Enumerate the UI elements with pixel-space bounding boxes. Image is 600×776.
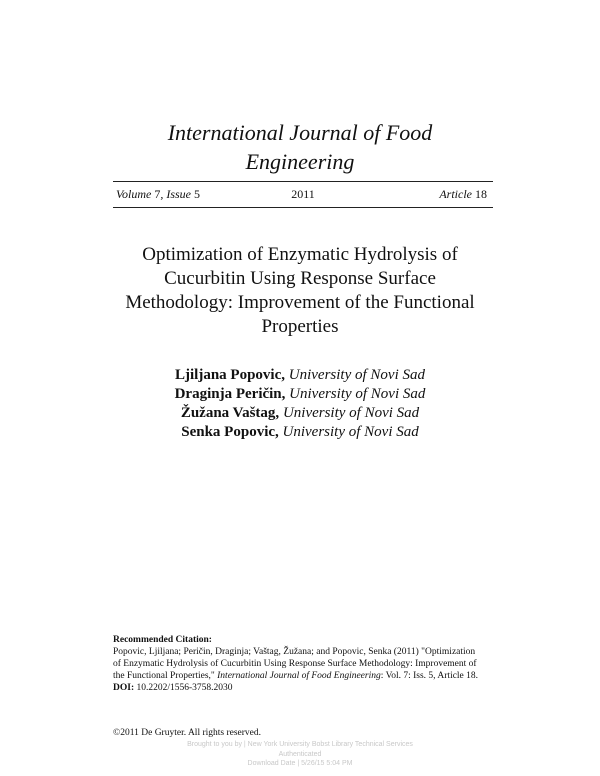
- issue-number: 5: [194, 187, 200, 201]
- article-num: 18: [475, 187, 487, 201]
- article-title-line: Properties: [261, 316, 339, 337]
- citation-journal: International Journal of Food Engineering: [217, 671, 381, 681]
- doi-value[interactable]: 10.2202/1556-3758.2030: [136, 683, 233, 693]
- author: [100, 366, 500, 385]
- citation-text: the Functional Properties,": [113, 671, 215, 681]
- author-list: [100, 366, 500, 442]
- watermark-line: Brought to you by | New York University Bobst Library Technical Services: [187, 741, 413, 748]
- journal-title: [100, 118, 500, 176]
- article-title: [100, 243, 500, 339]
- journal-title-line1: International Journal of Food: [167, 120, 433, 145]
- volume-number: 7: [154, 187, 161, 201]
- volume-issue: Volume 7, Issue 5: [116, 187, 200, 201]
- author: [100, 423, 500, 442]
- article-title-line: Cucurbitin Using Response Surface: [164, 268, 436, 289]
- issue-label: Issue: [166, 187, 191, 201]
- author-affiliation: University of Novi Sad: [288, 367, 425, 383]
- author: [100, 404, 500, 423]
- header-rule-bottom: [113, 207, 493, 208]
- article-label: Article: [439, 187, 472, 201]
- author-affiliation: University of Novi Sad: [289, 386, 426, 402]
- citation-line: [113, 670, 493, 682]
- article-title-line: Optimization of Enzymatic Hydrolysis of: [142, 244, 458, 265]
- recommended-citation: [113, 634, 493, 694]
- doi: [113, 682, 493, 694]
- author-affiliation: University of Novi Sad: [282, 405, 420, 421]
- author-affiliation: University of Novi Sad: [282, 424, 419, 440]
- citation-heading: Recommended Citation:: [113, 635, 212, 645]
- author: [100, 385, 500, 404]
- author-name: Ljiljana Popovic,: [175, 367, 286, 383]
- download-watermark: [150, 740, 450, 769]
- watermark-line: Download Date | 5/26/15 5:04 PM: [247, 760, 353, 767]
- citation-line: of Enzymatic Hydrolysis of Cucurbitin Using Response Surface Methodology: Improvement of: [113, 659, 477, 669]
- header-rule-top: [113, 181, 493, 182]
- citation-line: Popovic, Ljiljana; Peričin, Draginja; Vaštag, Žužana; and Popovic, Senka (2011) "Optimization: [113, 647, 476, 657]
- journal-title-line2: Engineering: [245, 149, 355, 174]
- author-name: Žužana Vaštag,: [180, 405, 280, 421]
- issue-info-row: [113, 186, 493, 204]
- watermark-line: Authenticated: [278, 750, 322, 758]
- doi-label: DOI:: [113, 683, 135, 693]
- article-title-line: Methodology: Improvement of the Functional: [125, 292, 475, 313]
- volume-label: Volume: [116, 187, 152, 201]
- copyright: ©2011 De Gruyter. All rights reserved.: [113, 728, 262, 738]
- year: 2011: [291, 187, 315, 201]
- article-number: [439, 186, 487, 202]
- author-name: Senka Popovic,: [181, 424, 279, 440]
- citation-text: : Vol. 7: Iss. 5, Article 18.: [380, 671, 479, 681]
- author-name: Draginja Peričin,: [174, 386, 286, 402]
